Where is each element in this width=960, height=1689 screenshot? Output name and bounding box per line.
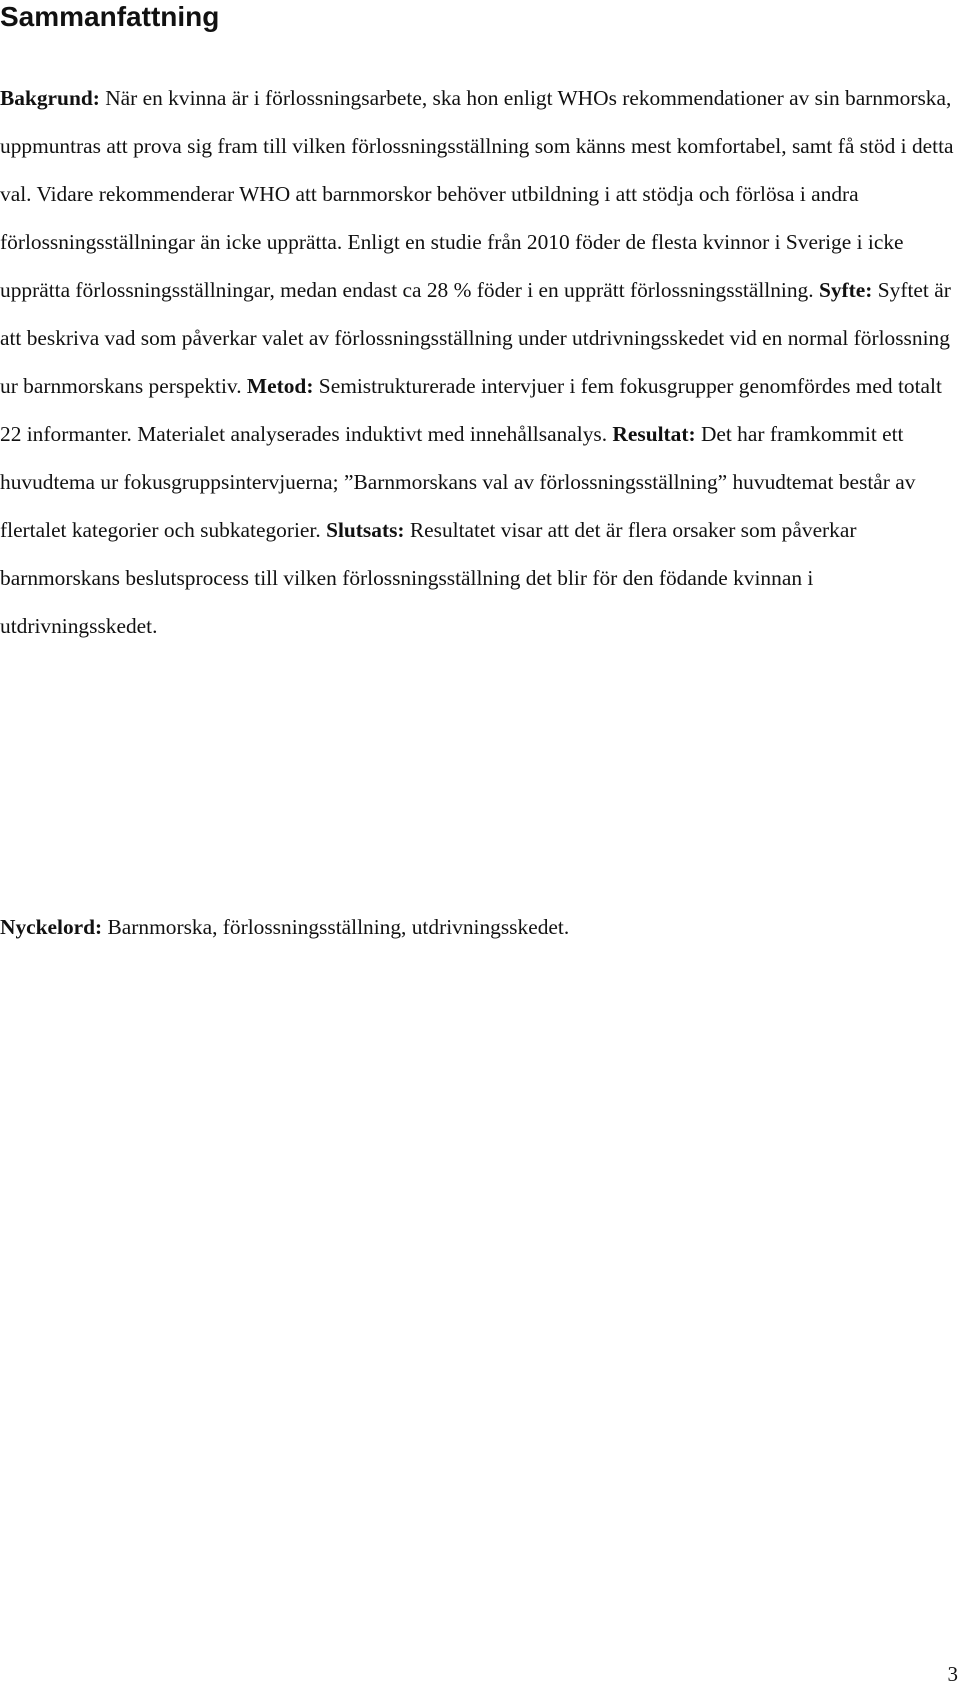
aim-text: Syftet är att beskriva vad som påverkar valet av förlossningsställning under utdrivningsskedet vid en normal förlossning ur barnmorskans perspektiv. bbox=[0, 278, 951, 398]
page-number: 3 bbox=[947, 1662, 958, 1686]
keywords-line bbox=[0, 911, 955, 943]
results-label: Resultat: bbox=[612, 422, 696, 446]
page-title: Sammanfattning bbox=[0, 1, 220, 32]
keywords-text: Barnmorska, förlossningsställning, utdrivningsskedet. bbox=[102, 915, 570, 939]
keywords-label: Nyckelord: bbox=[0, 915, 103, 939]
background-text: När en kvinna är i förlossningsarbete, ska hon enligt WHOs rekommendationer av sin barnmorska, uppmuntras att prova sig fram till vilken förlossningsställning som känns mest komfortabel, samt få stöd i detta val. Vidare rekommenderar WHO att barnmorskor behöver utbildning i att stödja och förlösa i andra förlossningsställningar än icke upprätta. Enligt en studie från 2010 föder de flesta kvinnor i Sverige i icke upprätta förlossningsställningar, medan endast ca 28 % föder i en upprätt förlossningsställning. bbox=[0, 86, 954, 302]
method-label: Metod: bbox=[246, 374, 314, 398]
conclusion-label: Slutsats: bbox=[326, 518, 405, 542]
abstract-paragraph bbox=[0, 74, 955, 650]
background-label: Bakgrund: bbox=[0, 86, 100, 110]
method-text: Semistrukturerade intervjuer i fem fokusgrupper genomfördes med totalt 22 informanter. Materialet analyserades induktivt med innehållsanalys. bbox=[0, 374, 942, 446]
results-text: Det har framkommit ett huvudtema ur fokusgruppsintervjuerna; ”Barnmorskans val av förlossningsställning” huvudtemat består av flertalet kategorier och subkategorier. bbox=[0, 422, 916, 542]
conclusion-text: Resultatet visar att det är flera orsaker som påverkar barnmorskans beslutsprocess till vilken förlossningsställning det blir för den födande kvinnan i utdrivningsskedet. bbox=[0, 518, 857, 638]
aim-label: Syfte: bbox=[818, 278, 873, 302]
